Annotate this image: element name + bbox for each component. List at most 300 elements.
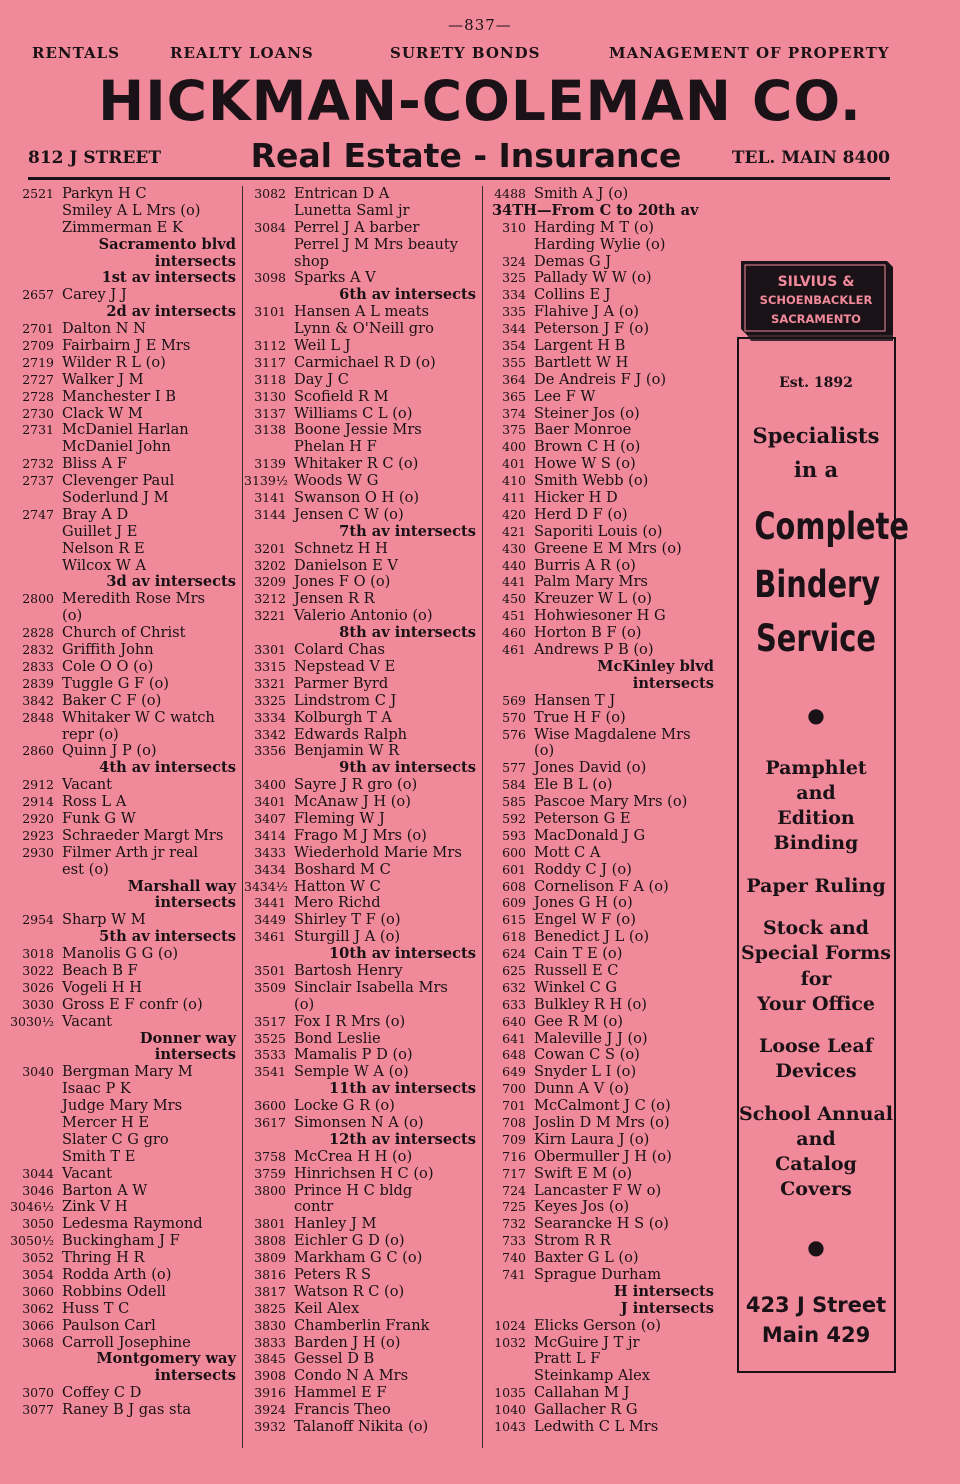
resident-name: Kirn Laura J (o) [534, 1130, 650, 1148]
resident-name: Lunetta Saml jr [294, 201, 410, 219]
resident-name: Markham G C (o) [294, 1249, 423, 1267]
directory-entry [8, 659, 236, 676]
house-number: 733 [502, 1233, 526, 1249]
house-number: 615 [502, 912, 526, 928]
resident-name: Whitaker W C watch [62, 708, 215, 726]
house-number: 450 [502, 591, 526, 607]
directory-entry [8, 1132, 236, 1149]
directory-entry [244, 727, 476, 744]
resident-name: Bray A D [62, 505, 129, 523]
house-number: 600 [502, 844, 526, 860]
house-number: 3082 [254, 186, 286, 201]
resident-name: Chamberlin Frank [294, 1316, 430, 1334]
resident-name: Elicks Gerson (o) [534, 1316, 661, 1334]
intersection-heading: intersects [154, 1367, 236, 1385]
resident-name: Nelson R E [62, 539, 145, 557]
directory-entry [8, 710, 236, 727]
company-tagline: Real Estate - Insurance [250, 136, 682, 175]
directory-entry [244, 1064, 476, 1081]
service-rentals: RENTALS [32, 44, 120, 62]
directory-entry [486, 389, 714, 406]
house-number: 3830 [254, 1317, 286, 1333]
directory-entry [8, 642, 236, 659]
directory-entry [486, 1031, 714, 1048]
directory-entry [8, 287, 236, 304]
house-number: 570 [502, 709, 526, 725]
directory-column-1 [8, 186, 236, 1419]
resident-name: repr (o) [62, 725, 119, 743]
ad-covers: Covers [780, 1178, 852, 1200]
resident-name: Quinn J P (o) [62, 742, 157, 760]
directory-entry [8, 338, 236, 355]
directory-entry [486, 1166, 714, 1183]
directory-entry [486, 1132, 714, 1149]
resident-name: Prince H C bldg [294, 1181, 413, 1199]
resident-name: Harding M T (o) [534, 218, 654, 236]
directory-entry [8, 828, 236, 845]
resident-name: Vacant [62, 1012, 113, 1030]
intersection-heading: intersects [154, 252, 236, 270]
resident-name: Searancke H S (o) [534, 1215, 669, 1233]
service-surety-bonds: SURETY BONDS [390, 44, 541, 62]
resident-name: Herd D F (o) [534, 505, 628, 523]
house-number: 724 [502, 1182, 526, 1198]
resident-name: Howe W S (o) [534, 455, 636, 473]
ad-your-office: Your Office [756, 993, 876, 1015]
house-number: 3212 [254, 591, 286, 607]
resident-name: Wiederhold Marie Mrs [294, 843, 462, 861]
resident-name: Smith Webb (o) [534, 472, 649, 490]
house-number: 725 [502, 1199, 526, 1215]
house-number: 2657 [22, 287, 54, 303]
house-number: 576 [502, 726, 526, 742]
house-number: 3801 [254, 1216, 286, 1232]
house-number: 3758 [254, 1148, 286, 1164]
directory-entry [244, 541, 476, 558]
resident-name: Boone Jessie Mrs [294, 421, 422, 439]
resident-name: Roddy C J (o) [534, 860, 632, 878]
house-number: 2747 [22, 506, 54, 522]
house-number: 2719 [22, 354, 54, 370]
house-number: 3600 [254, 1098, 286, 1114]
directory-entry [244, 372, 476, 389]
house-number: 3201 [254, 540, 286, 556]
house-number: 2923 [22, 827, 54, 843]
resident-name: Isaac P K [62, 1080, 131, 1098]
directory-entry [244, 304, 476, 321]
directory-entry [8, 422, 236, 439]
resident-name: Edwards Ralph [294, 725, 408, 743]
intersection-heading: 11th av intersects [329, 1080, 476, 1098]
directory-entry [244, 439, 476, 456]
house-number: 2914 [22, 794, 54, 810]
house-number: 3441 [254, 895, 286, 911]
directory-entry [244, 558, 476, 575]
directory-entry [8, 1216, 236, 1233]
house-number: 641 [502, 1030, 526, 1046]
resident-name: Buckingham J F [62, 1232, 180, 1250]
directory-entry [244, 608, 476, 625]
house-number: 2737 [22, 473, 54, 489]
house-number: 461 [502, 642, 526, 658]
house-number: 400 [502, 439, 526, 455]
directory-entry [8, 1064, 236, 1081]
directory-entry [486, 1047, 714, 1064]
house-number: 3407 [254, 810, 286, 826]
house-number: 3816 [254, 1267, 286, 1282]
directory-entry [486, 1250, 714, 1267]
resident-name: Gallacher R G [534, 1401, 638, 1419]
resident-name: Condo N A Mrs [294, 1367, 409, 1385]
directory-entry [244, 270, 476, 287]
directory-entry [244, 422, 476, 439]
intersection-heading: 4th av intersects [99, 759, 236, 777]
house-number: 3916 [254, 1385, 286, 1401]
house-number: 3084 [254, 219, 286, 235]
directory-entry [244, 845, 476, 862]
house-number: 364 [502, 371, 526, 387]
directory-entry [8, 591, 236, 608]
resident-name: Fox I R Mrs (o) [294, 1012, 406, 1030]
house-number: 3845 [254, 1351, 286, 1367]
directory-entry [486, 338, 714, 355]
column-divider [242, 186, 243, 1448]
resident-name: Fairbairn J E Mrs [62, 337, 191, 355]
resident-name: Raney B J gas sta [62, 1401, 192, 1419]
directory-entry [8, 912, 236, 929]
house-number: 410 [502, 473, 526, 489]
ad-pamphlet: Pamphlet [765, 757, 867, 779]
directory-entry [8, 1267, 236, 1284]
resident-name: Soderlund J M [62, 489, 169, 507]
house-number: 430 [502, 540, 526, 556]
resident-name: Cole O O (o) [62, 657, 154, 675]
directory-entry [244, 473, 476, 490]
directory-entry [244, 574, 476, 591]
house-number: 1043 [494, 1419, 526, 1435]
house-number: 649 [502, 1064, 526, 1080]
resident-name: McAnaw J H (o) [294, 793, 411, 811]
directory-entry [244, 693, 476, 710]
house-number: 3342 [254, 726, 286, 742]
house-number: 708 [502, 1114, 526, 1130]
house-number: 3908 [254, 1368, 286, 1384]
house-number: 334 [502, 287, 526, 303]
resident-name: Lee F W [534, 387, 596, 405]
directory-entry [244, 1047, 476, 1064]
resident-name: Schnetz H H [294, 539, 388, 557]
house-number: 365 [502, 388, 526, 404]
house-number: 3060 [22, 1283, 54, 1299]
directory-entry [244, 997, 476, 1014]
ad-school-annual: School Annual [739, 1103, 893, 1125]
directory-entry [244, 879, 476, 896]
house-number: 3139½ [244, 473, 288, 489]
resident-name: Lindstrom C J [294, 691, 397, 709]
ad-street: 423 J Street [745, 1293, 887, 1317]
directory-entry [244, 794, 476, 811]
house-number: 2800 [22, 591, 54, 607]
resident-name: Keyes Jos (o) [534, 1198, 630, 1216]
resident-name: Carroll Josephine [62, 1333, 191, 1351]
resident-name: contr [294, 1198, 334, 1216]
directory-entry [8, 203, 236, 220]
resident-name: Keil Alex [294, 1299, 360, 1317]
resident-name: Sturgill J A (o) [294, 928, 401, 946]
resident-name: Zimmerman E K [62, 218, 183, 236]
resident-name: Jones G H (o) [534, 894, 633, 912]
directory-entry [244, 929, 476, 946]
directory-entry [486, 963, 714, 980]
resident-name: (o) [534, 742, 555, 760]
house-number: 3052 [22, 1250, 54, 1266]
service-management: MANAGEMENT OF PROPERTY [609, 44, 890, 62]
house-number: 601 [502, 861, 526, 877]
resident-name: Paulson Carl [62, 1316, 156, 1334]
directory-entry [486, 929, 714, 946]
directory-entry [244, 659, 476, 676]
directory-entry [244, 220, 476, 237]
house-number: 2709 [22, 338, 54, 354]
house-number: 3098 [254, 270, 286, 286]
house-number: 3144 [254, 506, 286, 522]
house-number: 3842 [22, 692, 54, 708]
directory-entry [486, 1385, 714, 1402]
resident-name: Greene E M Mrs (o) [534, 539, 682, 557]
resident-name: Scofield R M [294, 387, 389, 405]
company-telephone: TEL. MAIN 8400 [731, 148, 890, 168]
resident-name: Burris A R (o) [534, 556, 636, 574]
bindery-advertisement [737, 255, 909, 1371]
resident-name: Smith T E [62, 1147, 136, 1165]
bullet-icon: ● [807, 703, 825, 727]
intersection-heading: Marshall way [127, 877, 236, 895]
house-number: 593 [502, 827, 526, 843]
house-number: 3050½ [10, 1233, 54, 1249]
resident-name: Baker C F (o) [62, 691, 162, 709]
directory-entry [486, 879, 714, 896]
directory-entry [8, 507, 236, 524]
resident-name: Winkel C G [534, 978, 618, 996]
house-number: 355 [502, 354, 526, 370]
house-number: 3509 [254, 979, 286, 995]
resident-name: Joslin D M Mrs (o) [534, 1113, 670, 1131]
resident-name: Dalton N N [62, 320, 146, 338]
resident-name: Day J C [294, 370, 349, 388]
ad-binding: Binding [773, 832, 859, 854]
house-number: 2954 [22, 912, 54, 928]
house-number: 3101 [254, 304, 286, 320]
resident-name: Hansen A L meats [294, 303, 430, 321]
house-number: 3525 [254, 1030, 286, 1046]
directory-entry [8, 743, 236, 760]
directory-entry [486, 287, 714, 304]
intersection-heading: 5th av intersects [99, 928, 236, 946]
directory-entry [8, 676, 236, 693]
resident-name: Sparks A V [294, 269, 376, 287]
directory-entry [486, 710, 714, 727]
house-number: 632 [502, 979, 526, 995]
resident-name: Gessel D B [294, 1350, 375, 1368]
resident-name: Flahive J A (o) [534, 303, 639, 321]
directory-entry [244, 980, 476, 997]
resident-name: Hanley J M [294, 1215, 377, 1233]
ad-specialists: Specialists [752, 423, 880, 448]
resident-name: Filmer Arth jr real [62, 843, 199, 861]
resident-name: Ross L A [62, 793, 127, 811]
house-number: 3022 [22, 962, 54, 978]
directory-entry [486, 237, 714, 254]
resident-name: Swanson O H (o) [294, 489, 420, 507]
directory-entry [486, 473, 714, 490]
directory-entry [244, 710, 476, 727]
directory-entry [244, 1368, 476, 1385]
resident-name: Weil L J [294, 337, 351, 355]
directory-entry [486, 1368, 714, 1385]
resident-name: Schraeder Margt Mrs [62, 826, 224, 844]
directory-entry [244, 1318, 476, 1335]
directory-entry [8, 997, 236, 1014]
directory-entry [486, 1199, 714, 1216]
resident-name: Bliss A F [62, 455, 127, 473]
directory-entry [486, 1014, 714, 1031]
directory-entry [244, 676, 476, 693]
house-number: 2848 [22, 709, 54, 725]
resident-name: Francis Theo [294, 1401, 391, 1419]
resident-name: Dunn A V (o) [534, 1080, 630, 1098]
directory-entry [486, 642, 714, 659]
house-number: 640 [502, 1013, 526, 1029]
ad-devices: Devices [775, 1060, 857, 1082]
ad-in-a: in a [793, 457, 839, 482]
resident-name: Parmer Byrd [294, 674, 389, 692]
directory-entry [486, 811, 714, 828]
resident-name: Valerio Antonio (o) [294, 607, 433, 625]
house-number: 3066 [22, 1317, 54, 1333]
house-number: 3617 [254, 1114, 286, 1130]
house-number: 3062 [22, 1300, 54, 1316]
directory-entry [8, 1402, 236, 1419]
resident-name: Clack W M [62, 404, 143, 422]
resident-name: Smiley A L Mrs (o) [62, 201, 201, 219]
house-number: 3030 [22, 996, 54, 1012]
house-number: 3117 [254, 354, 286, 370]
directory-entry [486, 1115, 714, 1132]
resident-name: Hicker H D [534, 489, 618, 507]
directory-entry [486, 574, 714, 591]
house-number: 441 [502, 574, 526, 590]
house-number: 3018 [22, 946, 54, 962]
directory-entry [486, 507, 714, 524]
house-number: 3414 [254, 827, 286, 843]
directory-entry [8, 862, 236, 879]
house-number: 740 [502, 1250, 526, 1266]
house-number: 3800 [254, 1182, 286, 1198]
house-number: 1040 [494, 1402, 526, 1418]
resident-name: Andrews P B (o) [534, 641, 654, 659]
intersection-heading: H intersects [613, 1282, 714, 1300]
directory-entry [8, 1301, 236, 1318]
house-number: 3932 [254, 1419, 286, 1435]
resident-name: Largent H B [534, 337, 626, 355]
house-number: 577 [502, 760, 526, 776]
house-number: 354 [502, 338, 526, 354]
resident-name: Huss T C [62, 1299, 130, 1317]
directory-entry [8, 608, 236, 625]
resident-name: Swift E M (o) [534, 1164, 633, 1182]
house-number: 700 [502, 1081, 526, 1097]
resident-name: Entrican D A [294, 185, 390, 202]
resident-name: Hatton W C [294, 877, 381, 895]
directory-entry [244, 963, 476, 980]
resident-name: Brown C H (o) [534, 438, 641, 456]
resident-name: Peterson J F (o) [534, 320, 650, 338]
resident-name: (o) [62, 607, 83, 625]
house-number: 1024 [494, 1317, 526, 1333]
directory-entry [244, 203, 476, 220]
house-number: 3461 [254, 929, 286, 945]
resident-name: Hohwiesoner H G [534, 607, 666, 625]
directory-entry [8, 321, 236, 338]
house-number: 3401 [254, 794, 286, 810]
resident-name: Mamalis P D (o) [294, 1046, 413, 1064]
directory-entry [244, 1115, 476, 1132]
intersection-heading: intersects [154, 1046, 236, 1064]
service-realty-loans: REALTY LOANS [170, 44, 314, 62]
house-number: 2731 [22, 422, 54, 438]
resident-name: Peterson G E [534, 809, 631, 827]
directory-entry [486, 439, 714, 456]
house-number: 375 [502, 422, 526, 438]
directory-entry [244, 1284, 476, 1301]
resident-name: Palm Mary Mrs [534, 573, 648, 591]
bullet-icon: ● [807, 1235, 825, 1259]
directory-entry [244, 1199, 476, 1216]
house-number: 3434½ [244, 878, 288, 894]
directory-entry [486, 997, 714, 1014]
directory-entry [244, 743, 476, 760]
resident-name: Mercer H E [62, 1113, 149, 1131]
directory-entry [486, 946, 714, 963]
ad-complete: Complete [754, 505, 909, 548]
ad-edition: Edition [777, 807, 855, 829]
intersection-heading: Donner way [139, 1029, 236, 1047]
house-number: 3030½ [10, 1013, 54, 1029]
directory-entry [486, 254, 714, 271]
house-number: 3325 [254, 692, 286, 708]
directory-entry [244, 828, 476, 845]
resident-name: Jones F O (o) [294, 573, 391, 591]
resident-name: (o) [294, 995, 315, 1013]
house-number: 2833 [22, 658, 54, 674]
resident-name: Sayre J R gro (o) [294, 776, 418, 794]
house-number: 3315 [254, 658, 286, 674]
resident-name: Engel W F (o) [534, 911, 636, 929]
house-number: 325 [502, 270, 526, 286]
directory-entry [8, 845, 236, 862]
house-number: 401 [502, 456, 526, 472]
house-number: 741 [502, 1267, 526, 1282]
house-number: 716 [502, 1148, 526, 1164]
house-number: 3137 [254, 405, 286, 421]
house-number: 3433 [254, 844, 286, 860]
resident-name: Perrel J M Mrs beauty [294, 235, 459, 253]
directory-entry [244, 186, 476, 203]
directory-entry [8, 490, 236, 507]
resident-name: Strom R R [534, 1232, 611, 1250]
directory-entry [486, 1335, 714, 1352]
resident-name: Bartosh Henry [294, 961, 403, 979]
